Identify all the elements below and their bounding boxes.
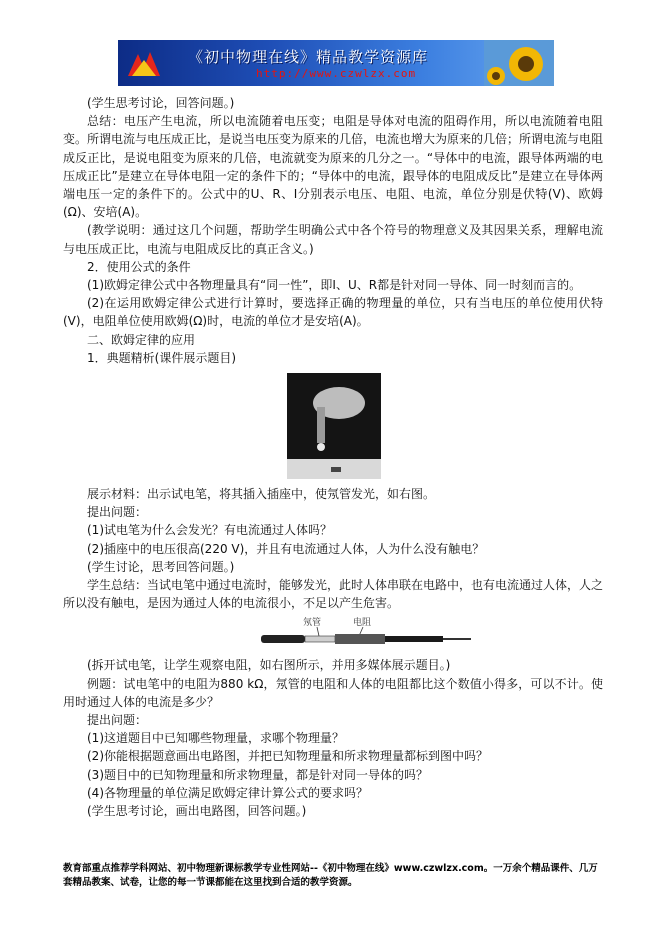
test-pen-photo — [287, 373, 381, 479]
list-item: (1)这道题目中已知哪些物理量，求哪个物理量？ — [87, 731, 344, 746]
banner-title: 《初中物理在线》精品教学资源库 — [188, 48, 429, 66]
test-pen-diagram — [259, 616, 481, 650]
list-item: (2)你能根据题意画出电路图，并把已知物理量和所求物理量都标到图中吗？ — [87, 749, 489, 764]
sunflower-image — [484, 40, 554, 86]
paragraph: (1)欧姆定律公式中各物理量具有“同一性”，即I、U、R都是针对同一导体、同一时刻而言的。 — [87, 278, 582, 293]
paragraph: 总结：电压产生电流，所以电流随着电压变；电阻是导体对电流的阻碍作用，所以电流随着电阻变。所谓电流与电压成正比，是说当电压变为原来的几倍，电流也增大为原来的几倍；所谓电流与电阻成反正比，是说电阻变为原来的几倍，电流就变为原来的几分之一。“导体中的电流，跟导体两端的电压成正比”是建立在导体电阻一定的条件下的；“导体中的电流，跟导体的电阻成反比”是建立在导体两端电压一定的条件下的。公式中的U、R、I分别表示电压、电阻、电流，单位分别是伏特(V)、欧姆(Ω)、安培(A)。 — [63, 114, 604, 220]
section-heading: 二、欧姆定律的应用 — [87, 332, 196, 347]
page-footer: 教育部重点推荐学科网站、初中物理新课标教学专业性网站--《初中物理在线》www.czwlzx.com。一万余个精品课件、几万套精品教案、试卷，让您的每一节课都能在这里找到合适的教学资源。 — [63, 863, 598, 888]
banner-url[interactable]: http://www.czwlzx.com — [256, 67, 417, 80]
paragraph: 提出问题： — [87, 713, 148, 728]
header-banner — [118, 40, 554, 86]
list-item: (2)插座中的电压很高(220 V)，并且有电流通过人体，人为什么没有触电？ — [87, 541, 485, 556]
example-problem: 例题：试电笔中的电阻为880 kΩ，氖管的电阻和人体的电阻都比这个数值小得多，可以不计。使用时通过人体的电流是多少？ — [63, 676, 603, 709]
paragraph: (学生思考讨论，画出电路图，回答问题。) — [87, 804, 307, 819]
paragraph: (拆开试电笔，让学生观察电阻，如右图所示，并用多媒体展示题目。) — [87, 658, 451, 673]
section-heading: 2．使用公式的条件 — [87, 259, 191, 274]
neon-label: 氖管 — [303, 618, 322, 629]
paragraph: (2)在运用欧姆定律公式进行计算时，要选择正确的物理量的单位，只有当电压的单位使用伏特(V)，电阻单位使用欧姆(Ω)时，电流的单位才是安培(A)。 — [63, 296, 603, 329]
document-body — [63, 94, 603, 820]
site-logo — [124, 46, 164, 82]
paragraph: (学生讨论，思考回答问题。) — [87, 559, 235, 574]
paragraph: 学生总结：当试电笔中通过电流时，能够发光，此时人体串联在电路中，也有电流通过人体，人之所以没有触电，是因为通过人体的电流很小，不足以产生危害。 — [63, 578, 604, 611]
paragraph: 展示材料：出示试电笔，将其插入插座中，使氖管发光，如右图。 — [87, 487, 436, 502]
paragraph: (学生思考讨论，回答问题。) — [87, 96, 235, 110]
test-pen-drawing — [259, 616, 481, 650]
list-item: (1)试电笔为什么会发光？有电流通过人体吗？ — [87, 523, 332, 538]
paragraph: 提出问题： — [87, 505, 148, 520]
paragraph: (教学说明：通过这几个问题，帮助学生明确公式中各个符号的物理意义及其因果关系，理解电流与电压成正比，电流与电阻成反比的真正含义。) — [63, 223, 603, 256]
list-item: (3)题目中的已知物理量和所求物理量，都是针对同一导体的吗？ — [87, 767, 429, 782]
section-heading: 1．典题精析(课件展示题目) — [87, 350, 236, 365]
resistor-label: 电阻 — [353, 618, 372, 629]
list-item: (4)各物理量的单位满足欧姆定律计算公式的要求吗？ — [87, 785, 369, 800]
